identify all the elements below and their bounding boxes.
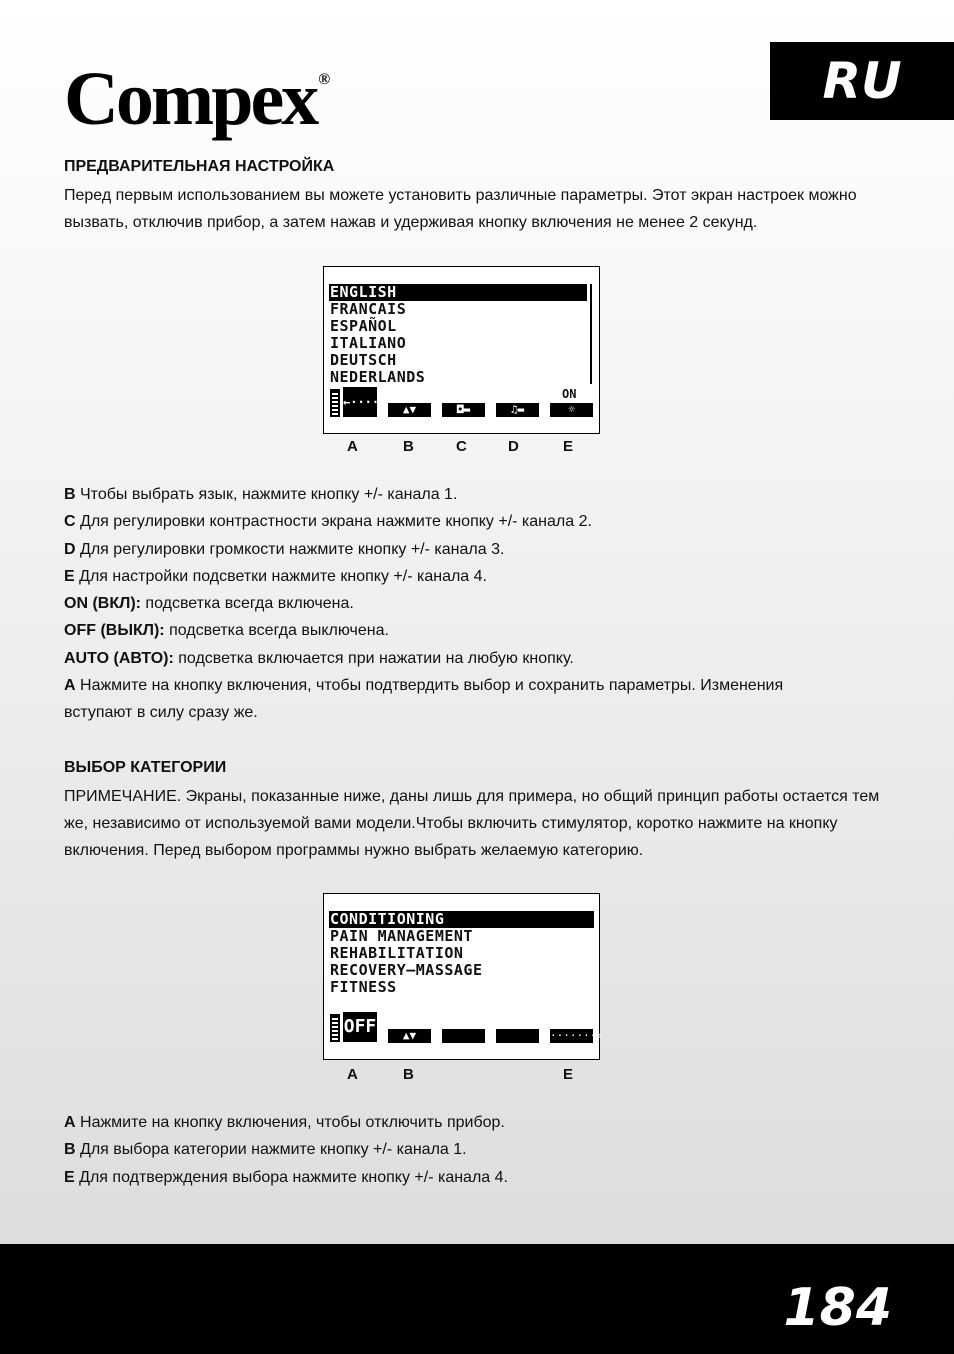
section1-title: ПРЕДВАРИТЕЛЬНАЯ НАСТРОЙКА [64, 158, 335, 175]
category-screen [323, 893, 603, 1060]
instruction-line: AUTO (АВТО): подсветка включается при нажатии на любую кнопку. [64, 649, 574, 667]
menu-item-selected[interactable]: CONDITIONING [329, 911, 594, 928]
settings-screen [323, 266, 600, 434]
key-label-c: C [456, 438, 467, 455]
up-down-icon[interactable]: ▲▼ [388, 403, 431, 417]
up-down-icon[interactable]: ▲▼ [388, 1029, 431, 1043]
footer-bar [0, 1244, 954, 1354]
menu-item[interactable]: PAIN MANAGEMENT [330, 927, 473, 945]
menu-item[interactable]: REHABILITATION [330, 944, 464, 962]
scrollbar[interactable] [590, 284, 594, 384]
menu-item[interactable]: FITNESS [330, 978, 397, 996]
section1-intro: Перед первым использованием вы можете установить различные параметры. Этот экран настроек можно вызвать, отключив прибор, а затем нажав и удерживая кнопку включения не менее 2 секунд. [64, 187, 857, 231]
instruction-line: B Для выбора категории нажмите кнопку +/- канала 1. [64, 1141, 467, 1159]
key-label-d: D [508, 438, 519, 455]
key-label-b: B [403, 1066, 414, 1083]
language-tag [770, 42, 954, 120]
blank-key [496, 1029, 539, 1043]
backlight-state: ON [562, 387, 577, 401]
page-number: 184 [783, 1278, 892, 1338]
contrast-icon[interactable]: ◘▬ [442, 403, 485, 417]
battery-icon [330, 1014, 340, 1042]
menu-item[interactable]: DEUTSCH [330, 351, 397, 369]
menu-item[interactable]: NEDERLANDS [330, 368, 426, 386]
key-label-e: E [563, 1066, 574, 1083]
section2-title: ВЫБОР КАТЕГОРИИ [64, 759, 227, 776]
back-arrow-icon[interactable]: ←····· [343, 387, 377, 417]
key-label-a: A [347, 438, 358, 455]
menu-item[interactable]: FRANCAIS [330, 300, 407, 318]
language-tag-label: RU [822, 52, 902, 110]
menu-item-selected[interactable]: ENGLISH [329, 284, 587, 301]
blank-key [442, 1029, 485, 1043]
instruction-line: B Чтобы выбрать язык, нажмите кнопку +/- канала 1. [64, 486, 458, 503]
instruction-line: A Нажмите на кнопку включения, чтобы подтвердить выбор и сохранить параметры. Изменения [64, 677, 784, 695]
key-label-e: E [563, 438, 574, 455]
off-button[interactable]: OFF [343, 1012, 377, 1042]
instruction-line: E Для настройки подсветки нажмите кнопку +/- канала 4. [64, 567, 487, 585]
menu-item[interactable]: ESPAÑOL [330, 317, 397, 335]
instruction-line: E Для подтверждения выбора нажмите кнопку +/- канала 4. [64, 1168, 508, 1186]
compex-logo [64, 40, 331, 141]
instruction-line: ON (ВКЛ): подсветка всегда включена. [64, 595, 354, 613]
registered-mark: ® [318, 71, 331, 88]
battery-icon [330, 389, 340, 417]
backlight-icon[interactable]: ☼ [550, 403, 593, 417]
section2-intro: ПРИМЕЧАНИЕ. Экраны, показанные ниже, даны лишь для примера, но общий принцип работы остается тем же, независимо от используемой вами модели.Чтобы включить стимулятор, коротко нажмите на кнопку включения. Перед выбором программы нужно выбрать желаемую категорию. [64, 788, 880, 859]
language-menu [329, 284, 587, 386]
volume-icon[interactable]: ♫▬ [496, 403, 539, 417]
menu-item[interactable]: ITALIANO [330, 334, 407, 352]
category-menu [329, 911, 594, 996]
key-label-b: B [403, 438, 414, 455]
brand-name: Compex [64, 57, 317, 141]
instruction-line: вступают в силу сразу же. [64, 704, 258, 722]
instruction-line: A Нажмите на кнопку включения, чтобы отключить прибор. [64, 1114, 505, 1131]
instruction-line: OFF (ВЫКЛ): подсветка всегда выключена. [64, 622, 389, 640]
menu-item[interactable]: RECOVERY–MASSAGE [330, 961, 483, 979]
key-label-a: A [347, 1066, 358, 1083]
instruction-line: C Для регулировки контрастности экрана нажмите кнопку +/- канала 2. [64, 513, 592, 531]
section1-instructions [64, 481, 894, 727]
instruction-line: D Для регулировки громкости нажмите кнопку +/- канала 3. [64, 540, 505, 558]
section2-instructions [64, 1109, 894, 1191]
next-arrow-icon[interactable]: ·······› [550, 1029, 603, 1042]
